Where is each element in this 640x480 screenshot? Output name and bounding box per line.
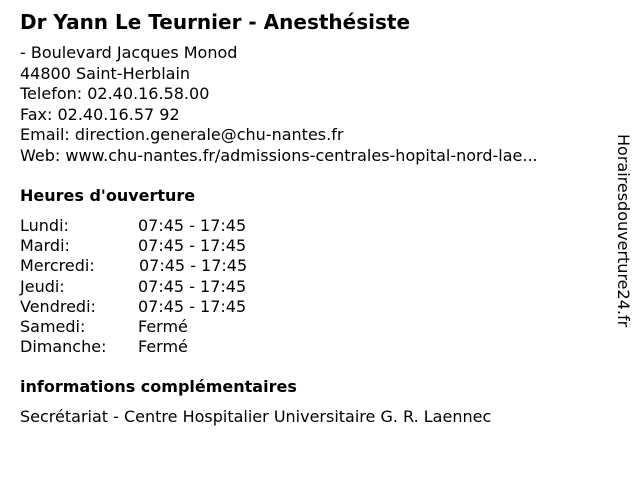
street-address: - Boulevard Jacques Monod bbox=[20, 43, 238, 62]
page-title: Dr Yann Le Teurnier - Anesthésiste bbox=[20, 10, 411, 34]
hours-row-tuesday bbox=[20, 236, 610, 256]
contact-block bbox=[20, 43, 610, 166]
day-label: Jeudi: bbox=[20, 276, 65, 296]
email-address[interactable]: Email: direction.generale@chu-nantes.fr bbox=[20, 125, 344, 144]
hours-row-wednesday bbox=[20, 256, 610, 276]
day-hours: 07:45 - 17:45 bbox=[138, 296, 247, 316]
hours-row-friday bbox=[20, 297, 610, 317]
website-link[interactable]: Web: www.chu-nantes.fr/admissions-centrales-hopital-nord-lae... bbox=[20, 145, 538, 165]
day-label: Vendredi: bbox=[20, 296, 96, 316]
hours-row-thursday bbox=[20, 277, 610, 297]
additional-info-text: Secrétariat - Centre Hospitalier Universitaire G. R. Laennec bbox=[20, 407, 492, 427]
additional-info-heading: informations complémentaires bbox=[20, 377, 297, 397]
day-label: Samedi: bbox=[20, 317, 86, 337]
opening-hours-table bbox=[20, 216, 610, 357]
listing-content bbox=[20, 8, 610, 428]
day-label: Mardi: bbox=[20, 236, 70, 256]
day-hours: 07:45 - 17:45 bbox=[138, 276, 247, 296]
opening-hours-heading: Heures d'ouverture bbox=[20, 186, 196, 205]
day-hours: 07:45 - 17:45 bbox=[138, 236, 247, 256]
brand-watermark: Horairesdouverture24.fr bbox=[614, 134, 633, 328]
hours-row-sunday bbox=[20, 337, 610, 357]
day-hours: Fermé bbox=[138, 337, 188, 357]
hours-row-monday bbox=[20, 216, 610, 236]
day-label: Lundi: bbox=[20, 216, 69, 235]
day-label: Mercredi: bbox=[20, 256, 95, 276]
hours-row-saturday bbox=[20, 317, 610, 337]
day-hours: Fermé bbox=[138, 317, 188, 337]
day-hours: 07:45 - 17:45 bbox=[139, 256, 248, 276]
phone-number[interactable]: Telefon: 02.40.16.58.00 bbox=[20, 84, 210, 103]
day-label: Dimanche: bbox=[20, 337, 107, 357]
day-hours: 07:45 - 17:45 bbox=[138, 216, 247, 235]
city-address: 44800 Saint-Herblain bbox=[20, 63, 191, 83]
fax-number: Fax: 02.40.16.57 92 bbox=[20, 104, 180, 124]
